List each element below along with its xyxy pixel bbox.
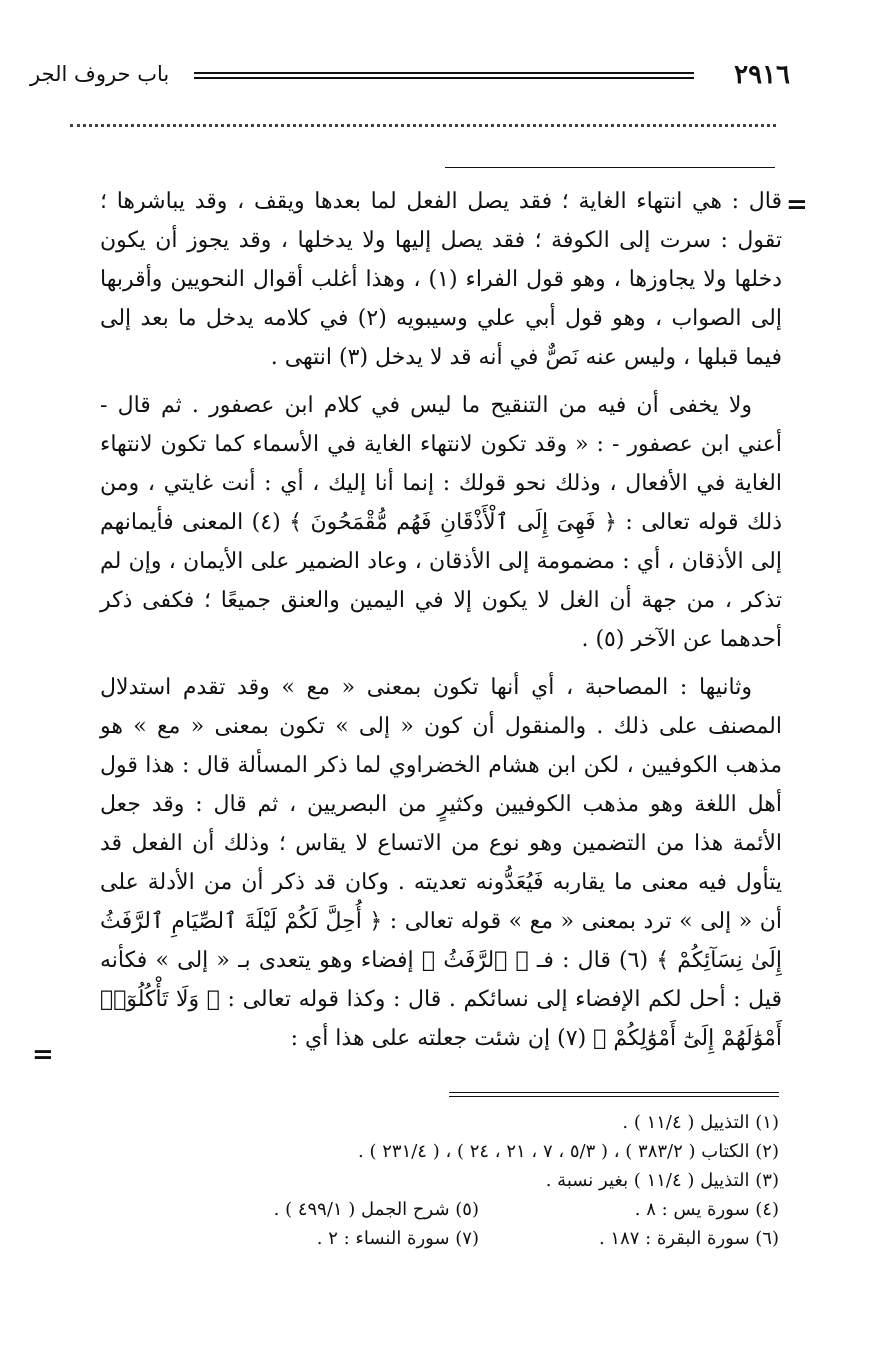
paragraph-1: قال : هي انتهاء الغاية ؛ فقد يصل الفعل لما بعدها ويقف ، وقد يباشرها ؛ تقول : سرت إلى الكوفة ؛ فقد يصل إليها ولا يدخلها ، وقد يجوز أن يكون دخلها ولا يجاوزها ، وهو قول الفراء (١) ، وهذا أغلب أقوال النحويين وأقربها إلى الصواب ، وهو قول أبي علي وسيبويه (٢) في كلامه يدخل ما بعد إلى فيما قبلها ، وليس عنه نَصٌّ في أنه قد لا يدخل (٣) انتهى . (100, 189, 782, 370)
paragraph-3: وثانيها : المصاحبة ، أي أنها تكون بمعنى « مع » وقد تقدم استدلال المصنف على ذلك . والمنقول أن كون « إلى » تكون بمعنى « مع » هو مذهب الكوفيين ، لكن ابن هشام الخضراوي لما ذكر المسألة قال : هذا قول أهل اللغة وهو مذهب الكوفيين وكثيرٍ من البصريين ، ثم قال : وقد جعل الأئمة هذا من التضمين وهو نوع من الاتساع لا يقاس ؛ وذلك أن الفعل قد يتأول فيه معنى ما يقاربه فَيُعَدُّونه تعديته . وكان قد ذكر أن من الأدلة على أن « إلى » ترد بمعنى « مع » قوله تعالى : ﴿ أُحِلَّ لَكُمْ لَيْلَةَ ٱلصِّيَامِ ٱلرَّفَثُ إِلَىٰ نِسَآئِكُمْ ﴾ (٦) قال : فـ ﴿ ٱلرَّفَثُ ﴾ إفضاء وهو يتعدى بـ « إلى » فكأنه قيل : أحل لكم الإفضاء إلى نسائكم . قال : وكذا قوله تعالى : ﴿ وَلَا تَأْكُلُوٓا۟ أَمْوَٰلَهُمْ إِلَىٰٓ أَمْوَٰلِكُمْ ﴾ (٧) إن شئت جعلته على هذا أي : (100, 675, 782, 1051)
page-header (30, 58, 790, 94)
paragraph-2: ولا يخفى أن فيه من التنقيح ما ليس في كلام ابن عصفور . ثم قال - أعني ابن عصفور - : « وقد تكون لانتهاء الغاية في الأسماء كما تكون لانتهاء الغاية في الأفعال ، وذلك نحو قولك : إنما أنا إليك ، أي : أنت غايتي ، ومن ذلك قوله تعالى : ﴿ فَهِىَ إِلَى ٱلْأَذْقَانِ فَهُم مُّقْمَحُونَ ﴾ (٤) المعنى فأيمانهم إلى الأذقان ، أي : مضمومة إلى الأذقان ، وعاد الضمير على الأيمان ، وإن لم تذكر ، من جهة أن الغل لا يكون إلا في اليمين والعنق جميعًا ؛ فكفى ذكر أحدهما عن الآخر (٥) . (100, 393, 782, 652)
dotted-separator (70, 124, 776, 127)
footnote-6: (٦) سورة البقرة : ١٨٧ . (598, 1228, 779, 1249)
header-rule (194, 72, 694, 79)
footnote-7: (٧) سورة النساء : ٢ . (316, 1228, 479, 1249)
main-text (100, 182, 782, 1067)
short-rule (445, 167, 775, 168)
footnote-3: (٣) التذييل ( ١١/٤ ) بغير نسبة . (545, 1170, 779, 1191)
page-number: ٢٩١٦ (734, 60, 790, 90)
continuation-mark-end: = (32, 1040, 54, 1070)
footnote-2: (٢) الكتاب ( ٣٨٣/٢ ) ، ( ٥/٣ ، ٧ ، ٢١ ، ٢٤ ) ، ( ٢٣١/٤ ) . (358, 1141, 779, 1162)
footnote-5: (٥) شرح الجمل ( ٤٩٩/١ ) . (273, 1199, 479, 1220)
footnotes (99, 1108, 779, 1253)
footnote-1: (١) التذييل ( ١١/٤ ) . (622, 1112, 779, 1133)
footnote-4: (٤) سورة يس : ٨ . (634, 1199, 779, 1220)
footnote-row-4-5 (99, 1195, 779, 1224)
continuation-mark-start: = (786, 190, 808, 220)
footnote-row-6-7 (99, 1224, 779, 1253)
chapter-title: باب حروف الجر (30, 62, 170, 86)
footnote-rule (449, 1092, 779, 1097)
